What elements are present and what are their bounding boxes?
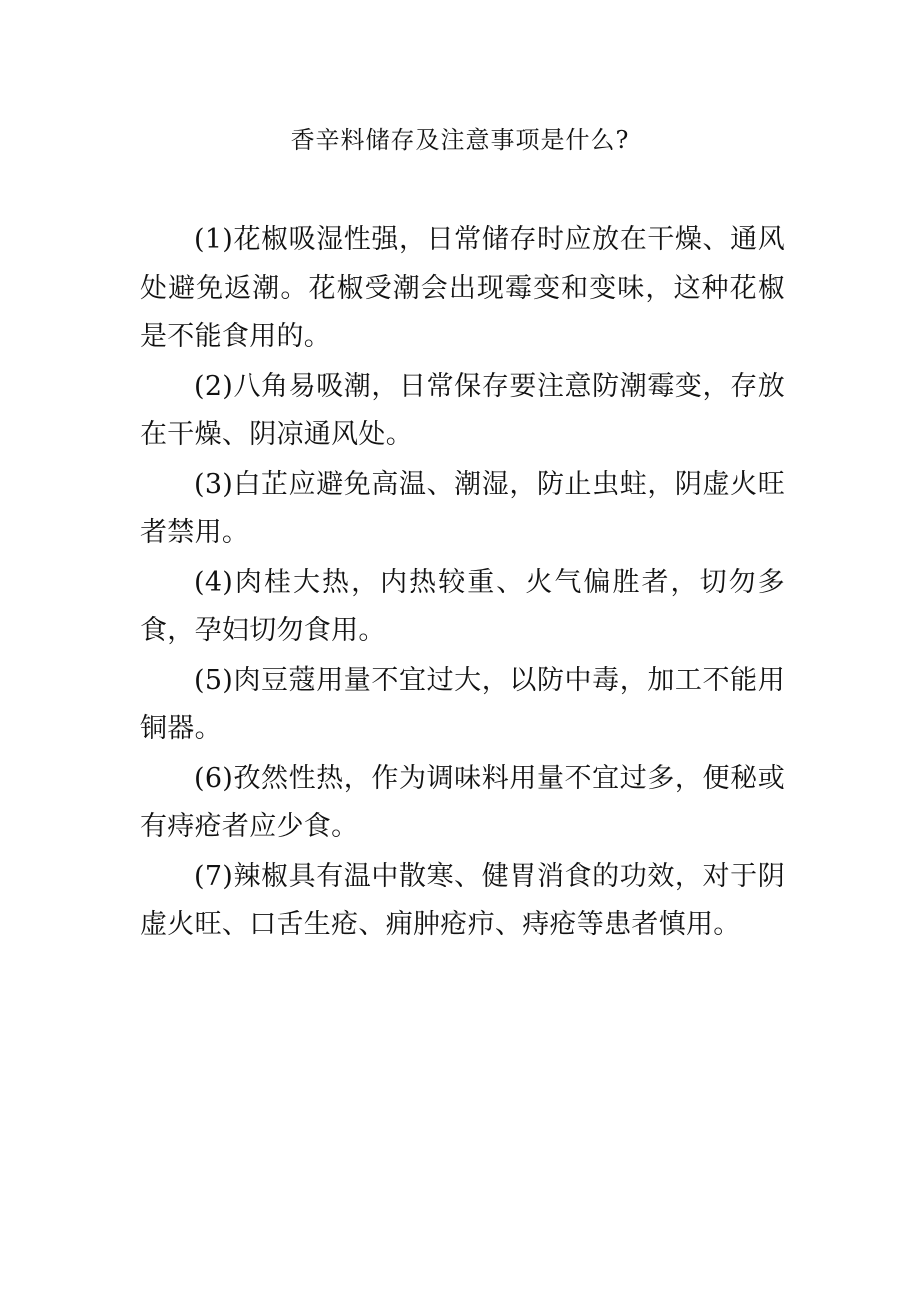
- paragraph-2: (2)八角易吸潮，日常保存要注意防潮霉变，存放在干燥、阴凉通风处。: [140, 370, 785, 450]
- document-title: 香辛料储存及注意事项是什么?: [290, 126, 630, 154]
- document-body: [140, 216, 785, 951]
- paragraph-1: (1)花椒吸湿性强，日常储存时应放在干燥、通风处避免返潮。花椒受潮会出现霉变和变味，这种花椒是不能食用的。: [140, 224, 785, 352]
- paragraph-3: (3)白芷应避免高温、潮湿，防止虫蛀，阴虚火旺者禁用。: [140, 468, 785, 548]
- paragraph-7: (7)辣椒具有温中散寒、健胃消食的功效，对于阴虚火旺、口舌生疮、痈肿疮疖、痔疮等患者慎用。: [140, 860, 785, 940]
- paragraph-6: (6)孜然性热，作为调味料用量不宜过多，便秘或有痔疮者应少食。: [140, 762, 785, 842]
- paragraph-5: (5)肉豆蔻用量不宜过大，以防中毒，加工不能用铜器。: [140, 664, 785, 744]
- paragraph-4: (4)肉桂大热，内热较重、火气偏胜者，切勿多食，孕妇切勿食用。: [140, 566, 785, 646]
